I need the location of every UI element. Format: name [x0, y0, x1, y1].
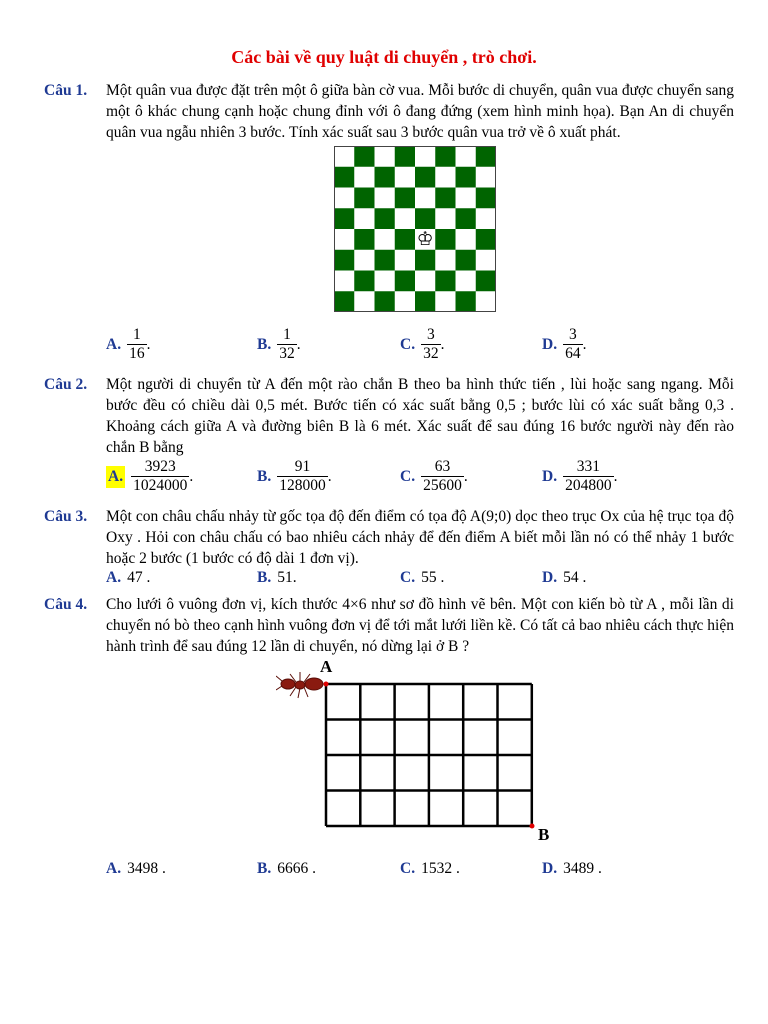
board-square [375, 229, 396, 250]
board-square [415, 271, 436, 292]
q4-option-a[interactable]: A. 3498 . [106, 860, 166, 877]
board-square [415, 291, 436, 312]
board-square [435, 167, 456, 188]
board-square [456, 188, 477, 209]
board-square [476, 146, 496, 167]
q2-option-b[interactable]: B. $\frac{91}{128000}$ . [257, 458, 332, 494]
q2-option-a[interactable]: A. $\frac{3923}{1024000}$ . [108, 458, 194, 494]
board-square [375, 188, 396, 209]
question-3 [44, 506, 734, 569]
board-square [395, 271, 416, 292]
board-square [375, 208, 396, 229]
board-square [354, 229, 375, 250]
board-square [476, 229, 496, 250]
king-icon: ♔ [416, 228, 434, 251]
board-square [334, 188, 355, 209]
board-square [435, 271, 456, 292]
board-square [375, 271, 396, 292]
page-title: Các bài về quy luật di chuyển , trò chơi. [231, 47, 537, 67]
q2-option-c[interactable]: C. $\frac{63}{25600}$ . [400, 458, 468, 494]
board-square [476, 208, 496, 229]
board-square [354, 188, 375, 209]
q4-option-d[interactable]: D. 3489 . [542, 860, 602, 877]
q3-option-d[interactable]: D. 54 . [542, 569, 587, 586]
point-a-label: A [320, 657, 333, 676]
board-square [354, 146, 375, 167]
question-4 [44, 594, 734, 657]
board-square [456, 167, 477, 188]
board-square [354, 291, 375, 312]
board-square [456, 291, 477, 312]
point-a-marker [324, 682, 329, 687]
fraction: $\frac{3}{64}$ [565, 326, 581, 362]
fraction: $\frac{91}{128000}$ [279, 458, 326, 494]
board-square [354, 250, 375, 271]
q4-option-b[interactable]: B. 6666 . [257, 860, 316, 877]
question-3-label: Câu 3. [44, 508, 88, 525]
board-square [435, 250, 456, 271]
q3-option-b[interactable]: B. 51. [257, 569, 297, 586]
board-square [435, 229, 456, 250]
board-square [354, 271, 375, 292]
board-square [354, 167, 375, 188]
board-square [334, 229, 355, 250]
q3-option-a[interactable]: A. 47 . [106, 569, 151, 586]
fraction: $\frac{331}{204800}$ [565, 458, 612, 494]
board-square [435, 146, 456, 167]
board-square [476, 167, 496, 188]
board-square [334, 271, 355, 292]
question-3-text: Một con châu chấu nhảy từ gốc tọa độ đến điểm có tọa độ A(9;0) dọc theo trục Ox của hệ trục tọa độ Oxy . Hỏi con châu chấu có bao nhiêu cách nhảy để đến điểm A biết mỗi lần nó có thể nhảy 1 bước hoặc 2 bước (1 bước có độ dài 1 đơn vị). [106, 508, 734, 567]
board-square [375, 167, 396, 188]
board-square [354, 208, 375, 229]
board-square [334, 208, 355, 229]
board-square [395, 188, 416, 209]
fraction: $\frac{3923}{1024000}$ [133, 458, 188, 494]
board-square [415, 146, 436, 167]
board-square [334, 167, 355, 188]
board-square [456, 250, 477, 271]
board-square [395, 291, 416, 312]
board-square [476, 188, 496, 209]
board-square [415, 208, 436, 229]
board-square [375, 291, 396, 312]
board-square [435, 188, 456, 209]
board-square [375, 146, 396, 167]
q4-option-c[interactable]: C. 1532 . [400, 860, 460, 877]
q1-option-b[interactable]: B. $\frac{1}{32}$ . [257, 326, 301, 362]
chessboard-figure [334, 146, 496, 312]
board-square [415, 250, 436, 271]
highlighted-answer: A. [106, 466, 125, 488]
board-square [395, 250, 416, 271]
q3-option-c[interactable]: C. 55 . [400, 569, 445, 586]
board-square [456, 271, 477, 292]
q1-option-a[interactable]: A. $\frac{1}{16}$ . [106, 326, 151, 362]
q1-option-d[interactable]: D. $\frac{3}{64}$ . [542, 326, 587, 362]
board-square [476, 291, 496, 312]
fraction: $\frac{1}{32}$ [279, 326, 295, 362]
fraction: $\frac{3}{32}$ [423, 326, 439, 362]
question-4-label: Câu 4. [44, 596, 88, 613]
question-2-text: Một người di chuyển từ A đến một rào chắn B theo ba hình thức tiến , lùi hoặc sang ngang. Mỗi bước đều có chiều dài 0,5 mét. Bước tiến có xác suất bằng 0,5 ; bước lùi có xác suất bằng 0,3 . Khoảng cách giữa A và đường biên B là 6 mét. Xác suất để sau đúng 16 bước người này đến rào chắn B bằng [106, 376, 734, 456]
ant-icon [276, 672, 323, 698]
point-b-marker [530, 824, 535, 829]
board-square [476, 250, 496, 271]
board-square [476, 271, 496, 292]
board-square [395, 229, 416, 250]
unit-grid [326, 684, 532, 826]
fraction: $\frac{63}{25600}$ [423, 458, 462, 494]
board-square [415, 167, 436, 188]
q1-option-c[interactable]: C. $\frac{3}{32}$ . [400, 326, 445, 362]
board-square [456, 229, 477, 250]
board-square [334, 250, 355, 271]
board-square [334, 146, 355, 167]
board-square [375, 250, 396, 271]
fraction: $\frac{1}{16}$ [129, 326, 145, 362]
grid-figure [276, 654, 566, 846]
board-square [395, 167, 416, 188]
question-1-label: Câu 1. [44, 82, 88, 99]
question-1 [44, 80, 734, 143]
board-square [456, 146, 477, 167]
board-square [395, 208, 416, 229]
point-b-label: B [538, 825, 550, 844]
board-square [415, 188, 436, 209]
question-1-text: Một quân vua được đặt trên một ô giữa bàn cờ vua. Mỗi bước di chuyển, quân vua được chuyển sang một ô khác chung cạnh hoặc chung đỉnh với ô đang đứng (xem hình minh họa). Bạn An di chuyển quân vua ngẫu nhiên 3 bước. Tính xác suất sau 3 bước quân vua trở về ô xuất phát. [106, 82, 734, 141]
question-2 [44, 374, 734, 458]
q2-option-d[interactable]: D. $\frac{331}{204800}$ . [542, 458, 618, 494]
question-4-text: Cho lưới ô vuông đơn vị, kích thước 4×6 như sơ đồ hình vẽ bên. Một con kiến bò từ A , mỗi lần di chuyển nó bò theo cạnh hình vuông đơn vị để tới mắt lưới liền kề. Có tất cả bao nhiêu cách thực hiện hành trình để sau đúng 12 lần di chuyển, nó dừng lại ở B ? [106, 596, 734, 655]
question-2-label: Câu 2. [44, 376, 88, 393]
board-square [435, 208, 456, 229]
board-square [334, 291, 355, 312]
board-square [456, 208, 477, 229]
board-square [435, 291, 456, 312]
board-square [395, 146, 416, 167]
